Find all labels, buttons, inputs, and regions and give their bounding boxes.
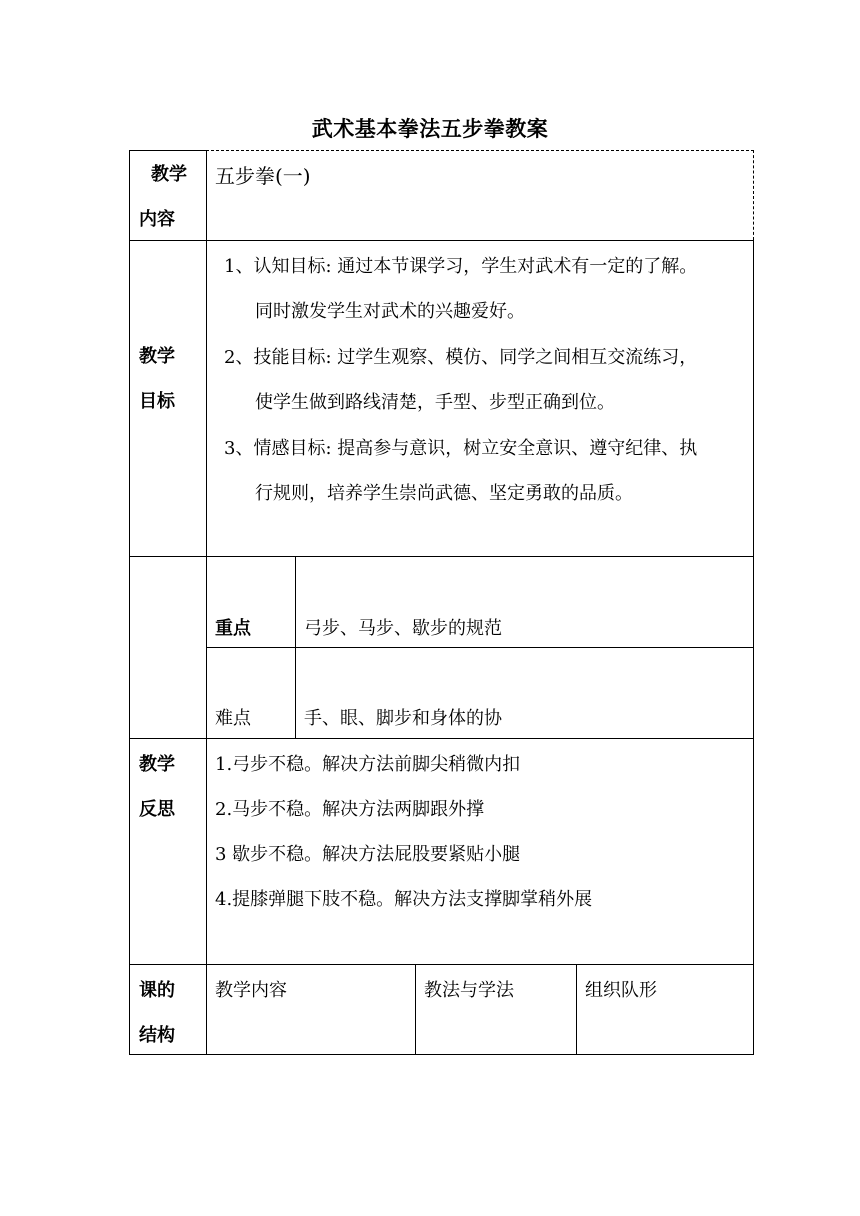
reflection-label: 教学 [139,754,175,775]
objective-item: 2、技能目标: 过学生观察、模仿、同学之间相互交流练习， [224,347,698,368]
objective-item: 使学生做到路线清楚，手型、步型正确到位。 [255,392,615,413]
table-bottom-border [129,1054,754,1055]
key-point-value: 弓步、马步、歇步的规范 [304,618,502,639]
structure-col-content: 教学内容 [215,980,287,1001]
row-divider [129,738,754,739]
table-right-border-dashed [753,150,754,240]
objective-item: 行规则，培养学生崇尚武德、坚定勇敢的品质。 [255,483,633,504]
row-divider [129,964,754,965]
reflection-item: 4.提膝弹腿下肢不稳。解决方法支撑脚掌稍外展 [215,889,593,910]
table-left-border [129,150,130,1054]
content-label: 内容 [139,209,175,230]
difficulty-value: 手、眼、脚步和身体的协 [304,708,502,729]
key-point-label: 重点 [215,618,251,639]
reflection-label: 反思 [139,799,175,820]
content-value: 五步拳(一) [215,164,311,188]
key-point-column-divider [295,556,296,738]
objective-item: 同时激发学生对武术的兴趣爱好。 [255,301,525,322]
row-divider [206,647,754,648]
objectives-label: 教学 [139,346,175,367]
structure-label: 课的 [139,980,175,1001]
objective-item: 3、情感目标: 提高参与意识，树立安全意识、遵守纪律、执 [224,438,698,459]
reflection-item: 1.弓步不稳。解决方法前脚尖稍微内扣 [215,754,521,775]
reflection-item: 3 歇步不稳。解决方法屁股要紧贴小腿 [215,844,521,865]
structure-col-formation: 组织队形 [585,980,657,1001]
table-top-border-dashed [206,150,754,151]
label-column-divider [206,150,207,1054]
structure-column-divider [415,964,416,1054]
objective-item: 1、认知目标: 通过本节课学习，学生对武术有一定的了解。 [224,256,698,277]
content-label: 教学 [151,164,187,185]
structure-column-divider [576,964,577,1054]
difficulty-label: 难点 [215,708,251,729]
table-top-border [129,150,207,151]
row-divider [129,240,754,241]
document-title: 武术基本拳法五步拳教案 [311,116,549,141]
objectives-label: 目标 [139,391,175,412]
row-divider [129,556,754,557]
structure-label: 结构 [139,1025,175,1046]
reflection-item: 2.马步不稳。解决方法两脚跟外撑 [215,799,485,820]
structure-col-method: 教法与学法 [424,980,514,1001]
